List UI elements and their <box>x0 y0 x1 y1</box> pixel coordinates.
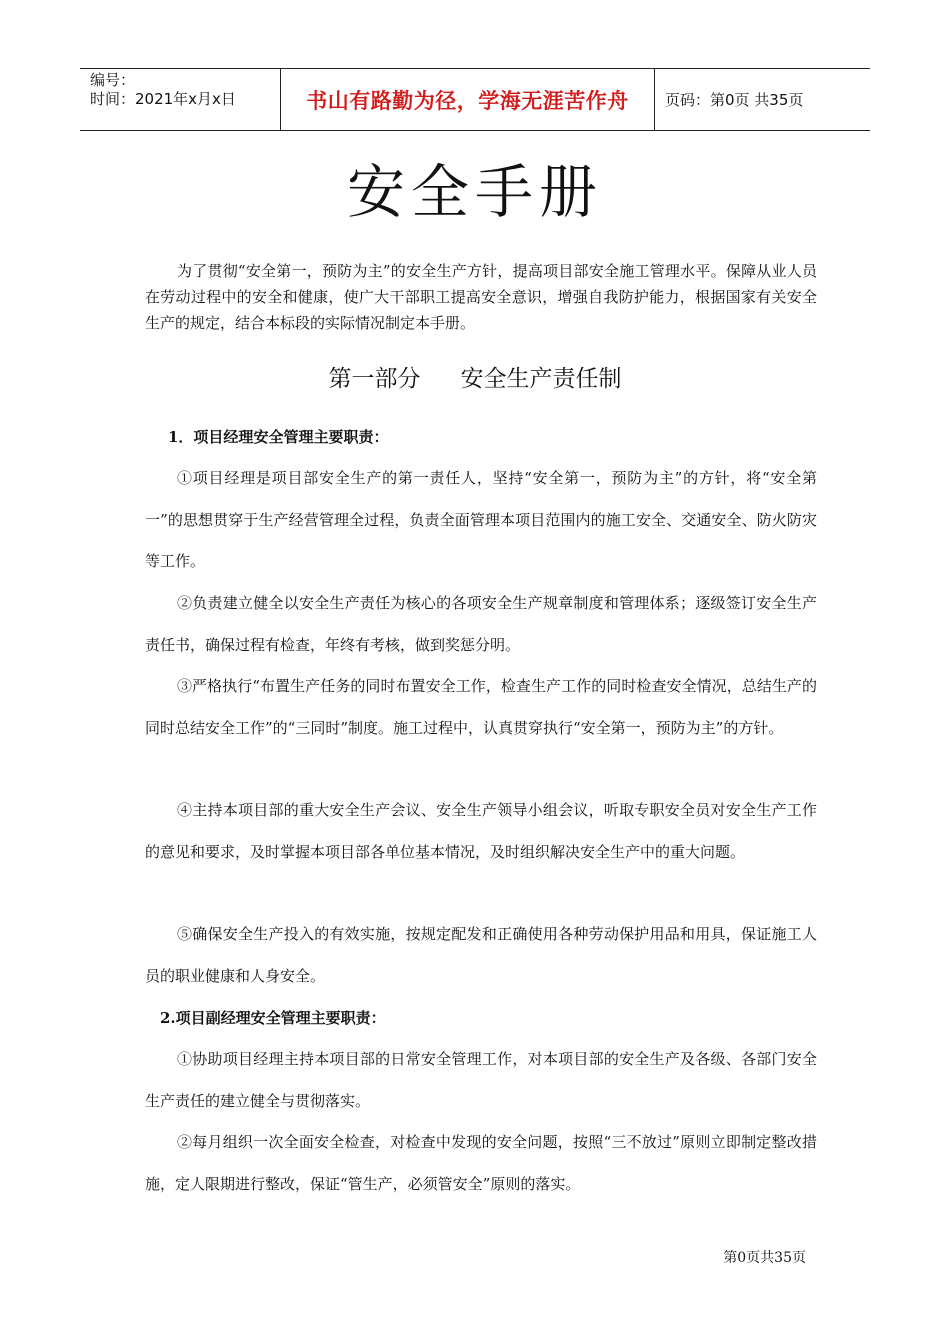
part-label: 第一部分 <box>328 366 421 392</box>
paragraph: ②负责建立健全以安全生产责任为核心的各项安全生产规章制度和管理体系；逐级签订安全生产责任书，确保过程有检查，年终有考核，做到奖惩分明。 <box>145 594 817 654</box>
part-heading <box>0 362 950 396</box>
document-number-label: 编号： <box>90 71 136 89</box>
page-header <box>80 68 870 131</box>
section-heading: 2.项目副经理安全管理主要职责： <box>160 1009 386 1027</box>
header-meta <box>80 69 281 130</box>
intro-paragraph: 为了贯彻“安全第一，预防为主”的安全生产方针，提高项目部安全施工管理水平。保障从业人员在劳动过程中的安全和健康，使广大干部职工提高安全意识，增强自我防护能力，根据国家有关安全生产的规定，结合本标段的实际情况制定本手册。 <box>145 262 817 332</box>
section-heading: 1．项目经理安全管理主要职责： <box>168 428 389 446</box>
paragraph: ①协助项目经理主持本项目部的日常安全管理工作，对本项目部的安全生产及各级、各部门安全生产责任的建立健全与贯彻落实。 <box>145 1050 817 1110</box>
part-name: 安全生产责任制 <box>460 366 622 392</box>
paragraph: ④主持本项目部的重大安全生产会议、安全生产领导小组会议，听取专职安全员对安全生产工作的意见和要求，及时掌握本项目部各单位基本情况，及时组织解决安全生产中的重大问题。 <box>145 801 817 861</box>
paragraph: ②每月组织一次全面安全检查，对检查中发现的安全问题，按照“三不放过”原则立即制定整改措施，定人限期进行整改，保证“管生产，必须管安全”原则的落实。 <box>145 1133 817 1193</box>
header-motto: 书山有路勤为径，学海无涯苦作舟 <box>281 69 655 130</box>
paragraph: ⑤确保安全生产投入的有效实施，按规定配发和正确使用各种劳动保护用品和用具，保证施工人员的职业健康和人身安全。 <box>145 925 817 985</box>
paragraph: ①项目经理是项目部安全生产的第一责任人，坚持“安全第一，预防为主”的方针，将“安全第一”的思想贯穿于生产经营管理全过程，负责全面管理本项目范围内的施工安全、交通安全、防火防灾等工作。 <box>145 469 817 570</box>
document-title: 安全手册 <box>346 158 603 226</box>
paragraph: ③严格执行“布置生产任务的同时布置安全工作，检查生产工作的同时检查安全情况，总结生产的同时总结安全工作”的“三同时”制度。施工过程中，认真贯穿执行“安全第一，预防为主”的方针。 <box>145 677 817 737</box>
page-footer: 第0页共35页 <box>723 1250 806 1266</box>
header-page-info: 页码：第0页 共35页 <box>665 91 804 109</box>
document-date-label: 时间：2021年x月x日 <box>90 90 236 108</box>
